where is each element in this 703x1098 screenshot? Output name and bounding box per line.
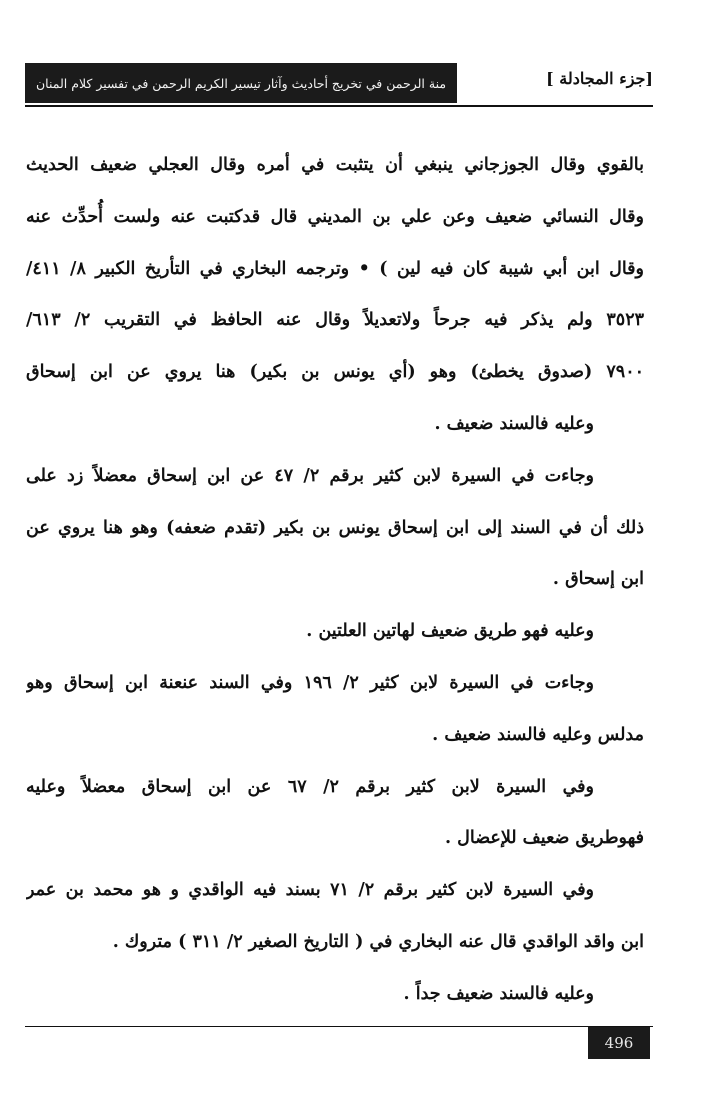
text-line: وجاءت في السيرة لابن كثير برقم ٢/ ٤٧ عن ابن إسحاق معضلاً زد على: [26, 465, 595, 486]
text-line: ابن واقد الواقدي قال عنه البخاري في ( التاريخ الصغير ٢/ ٣١١ ) متروك .: [112, 931, 644, 952]
header-rule: [25, 105, 653, 107]
body-text: [26, 140, 644, 1021]
text-line: وقال ابن أبي شيبة كان فيه لين ) • وترجمه البخاري في التأريخ الكبير ٨/ ٤١١/: [26, 258, 644, 279]
page-header: [25, 55, 653, 107]
text-line: وعليه فالسند ضعيف .: [434, 413, 594, 434]
section-title: [جزء المجادلة ]: [546, 69, 653, 88]
text-line: ٧٩٠٠ (صدوق يخطئ) وهو (أي يونس بن بكير) هنا يروي عن ابن إسحاق: [26, 362, 644, 383]
book-title: منة الرحمن في تخريج أحاديث وآثار تيسير الكريم الرحمن في تفسير كلام المنان: [25, 63, 457, 103]
text-line: فهوطريق ضعيف للإعضال .: [444, 828, 644, 849]
text-line: ابن إسحاق .: [552, 569, 644, 590]
text-line: مدلس وعليه فالسند ضعيف .: [432, 724, 644, 745]
text-line: ذلك أن في السند إلى ابن إسحاق يونس بن بكير (تقدم ضعفه) وهو هنا يروي عن: [26, 517, 644, 538]
text-line: وقال النسائي ضعيف وعن علي بن المديني قال قدكتبت عنه ولست أُحدِّث عنه: [26, 206, 644, 227]
text-line: وفي السيرة لابن كثير برقم ٢/ ٦٧ عن ابن إسحاق معضلاً وعليه: [26, 776, 594, 797]
text-line: وجاءت في السيرة لابن كثير ٢/ ١٩٦ وفي السند عنعنة ابن إسحاق وهو: [26, 672, 594, 693]
text-line: بالقوي وقال الجوزجاني ينبغي أن يتثبت في أمره وقال العجلي ضعيف الحديث: [26, 155, 644, 175]
text-line: ٣٥٢٣ ولم يذكر فيه جرحاً ولاتعديلاً وقال عنه الحافظ في التقريب ٢/ ٦١٣/: [26, 310, 644, 331]
footer-rule: [25, 1026, 653, 1027]
page-number: 496: [588, 1027, 650, 1059]
text-line: وعليه فالسند ضعيف جداً .: [403, 983, 594, 1004]
text-line: وفي السيرة لابن كثير برقم ٢/ ٧١ بسند فيه الواقدي و هو محمد بن عمر: [26, 880, 595, 901]
text-line: وعليه فهو طريق ضعيف لهاتين العلتين .: [306, 621, 594, 642]
